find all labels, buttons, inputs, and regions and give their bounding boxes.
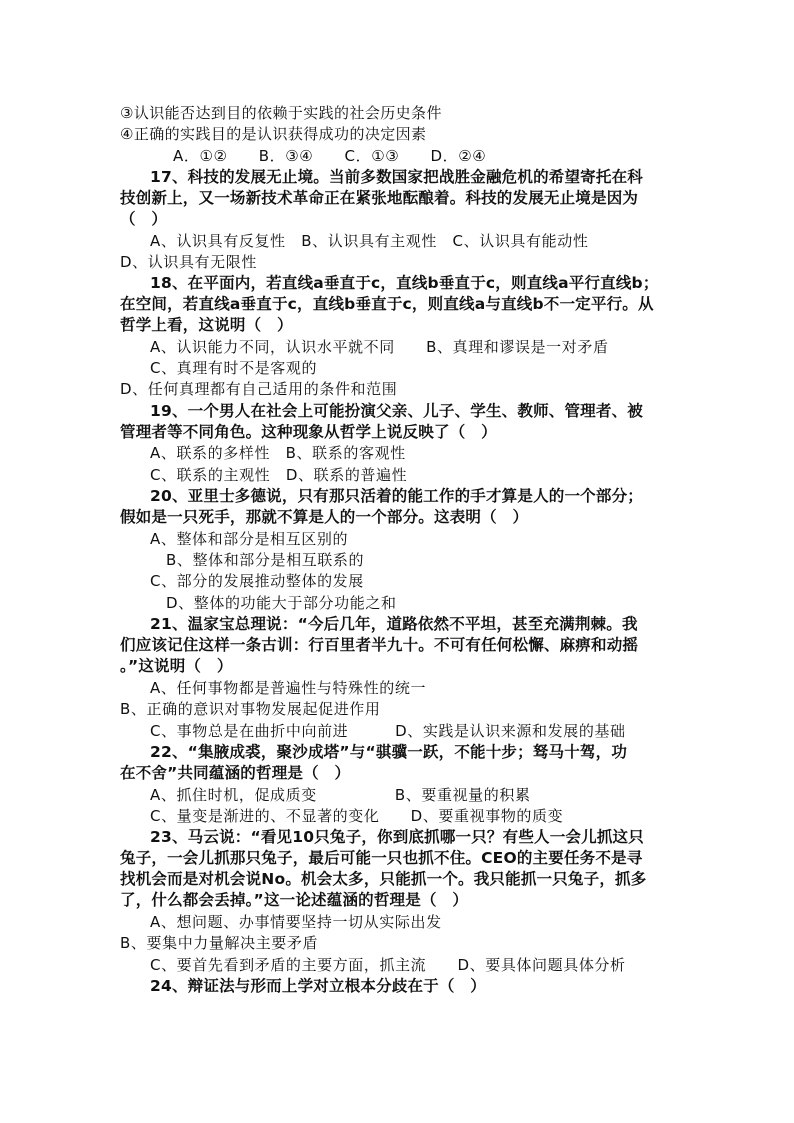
question-19-text: 管理者等不同角色。这种现象从哲学上说反映了（ ） [120,423,497,441]
question-18-text: 18、在平面内，若直线a垂直于c，直线b垂直于c，则直线a平行直线b； [150,274,659,292]
question-19-options: A、联系的多样性 B、联系的客观性 [150,444,406,462]
question-21-options: B、正确的意识对事物发展起促进作用 [120,700,381,718]
question-22-text: 22、“集腋成裘，聚沙成塔”与“骐骥一跃，不能十步；驽马十驾，功 [150,743,628,761]
question-23-text: 了，什么都会丢掉。”这一论述蕴涵的哲理是（ ） [120,891,469,909]
question-21-text: 21、温家宝总理说：“今后几年，道路依然不平坦，甚至充满荆棘。我 [150,615,638,633]
question-18-options: A、认识能力不同，认识水平就不同 B、真理和谬误是一对矛盾 [150,338,609,356]
question-22-options: C、量变是渐进的、不显著的变化 D、要重视事物的质变 [150,807,564,825]
question-20-options: D、整体的功能大于部分功能之和 [166,594,397,612]
question-22-options: A、抓住时机，促成质变 B、要重视量的积累 [150,786,531,804]
question-23-options: B、要集中力量解决主要矛盾 [120,934,319,952]
question-20-text: 假如是一只死手，那就不算是人的一个部分。这表明（ ） [120,508,529,526]
question-18-text: 在空间，若直线a垂直于c，直线b垂直于c，则直线a与直线b不一定平行。从 [120,295,654,313]
question-20-options: B、整体和部分是相互联系的 [166,551,365,569]
question-19-text: 19、一个男人在社会上可能扮演父亲、儿子、学生、教师、管理者、被 [150,402,643,420]
question-24-text: 24、辩证法与形而上学对立根本分歧在于（ ） [150,977,486,995]
question-23-text: 23、马云说：“看见10只兔子，你到底抓哪一只？有些人一会儿抓这只 [150,828,644,846]
question-18-text: 哲学上看，这说明（ ） [120,316,293,334]
answer-choices: A．①② B．③④ C．①③ D．②④ [173,147,487,165]
option-line: ④正确的实践目的是认识获得成功的决定因素 [120,125,427,143]
question-17-blank: （ ） [120,210,168,228]
question-21-options: A、任何事物都是普遍性与特殊性的统一 [150,679,427,697]
option-line: ③认识能否达到目的依赖于实践的社会历史条件 [120,104,442,122]
question-17-options: A、认识具有反复性 B、认识具有主观性 C、认识具有能动性 [150,232,589,250]
question-20-options: A、整体和部分是相互区别的 [150,530,349,548]
question-18-options: C、真理有时不是客观的 [150,359,318,377]
question-17-text: 17、科技的发展无止境。当前多数国家把战胜金融危机的希望寄托在科 [150,168,643,186]
question-21-text: 们应该记住这样一条古训：行百里者半九十。不可有任何松懈、麻痹和动摇 [120,636,639,654]
question-23-text: 找机会而是对机会说No。机会太多，只能抓一个。我只能抓一只兔子，抓多 [120,870,647,888]
question-22-text: 在不舍”共同蕴涵的哲理是（ ） [120,764,351,782]
question-23-text: 兔子，一会儿抓那只兔子，最后可能一只也抓不住。CEO的主要任务不是寻 [120,849,643,867]
question-17-text: 技创新上，又一场新技术革命正在紧张地酝酿着。科技的发展无止境是因为 [120,189,639,207]
question-23-options: C、要首先看到矛盾的主要方面，抓主流 D、要具体问题具体分析 [150,956,626,974]
question-18-options: D、任何真理都有自己适用的条件和范围 [120,380,398,398]
question-19-options: C、联系的主观性 D、联系的普遍性 [150,466,408,484]
question-20-text: 20、亚里士多德说，只有那只活着的能工作的手才算是人的一个部分； [150,487,643,505]
question-21-text: 。”这说明（ ） [120,657,233,675]
question-23-options: A、想问题、办事情要坚持一切从实际出发 [150,913,442,931]
question-17-options: D、认识具有无限性 [120,253,257,271]
question-20-options: C、部分的发展推动整体的发展 [150,572,364,590]
question-21-options: C、事物总是在曲折中向前进 D、实践是认识来源和发展的基础 [150,722,626,740]
